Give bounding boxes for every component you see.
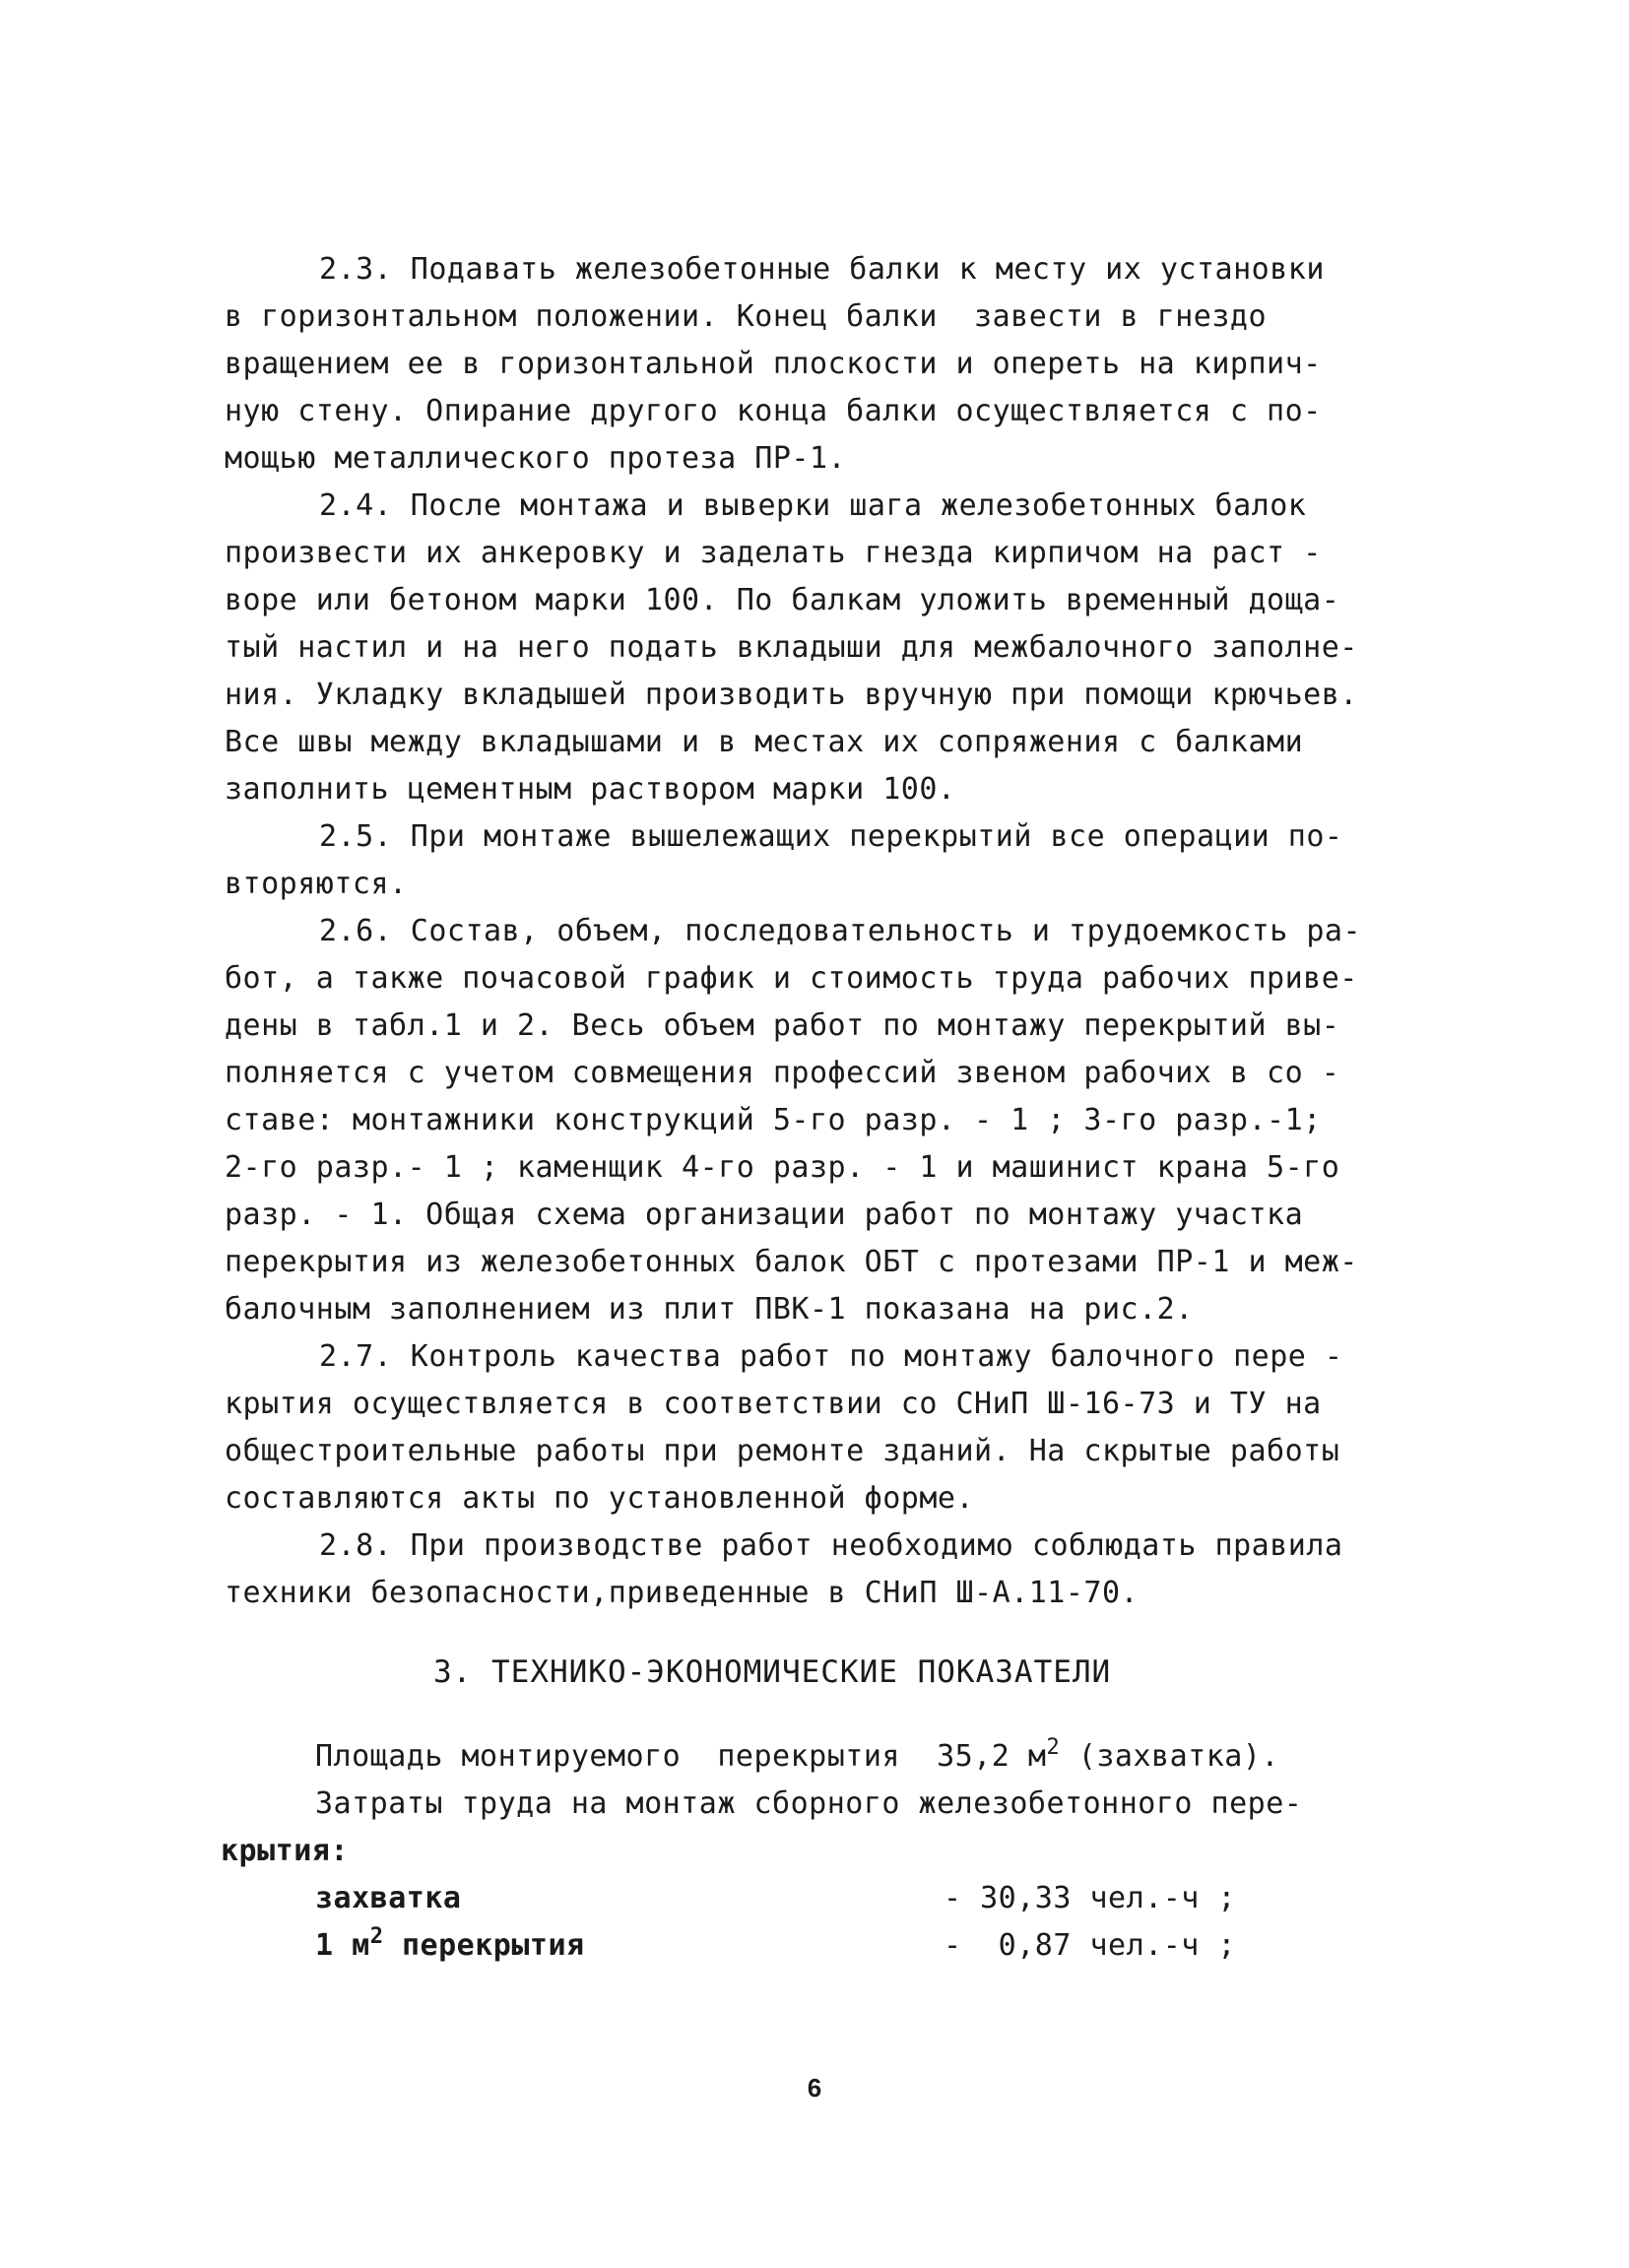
text-line: вторяются.: [225, 867, 408, 901]
text-line: 2.7. Контроль качества работ по монтажу балочного пере -: [319, 1339, 1343, 1374]
text-line: воре или бетоном марки 100. По балкам уложить временный доща-: [225, 583, 1340, 617]
text-line: 2.6. Состав, объем, последовательность и трудоемкость ра-: [319, 914, 1362, 948]
text-line: составляются акты по установленной форме.: [225, 1481, 975, 1516]
text-line: 2.4. После монтажа и выверки шага железобетонных балок: [319, 488, 1307, 523]
text-line: дены в табл.1 и 2. Весь объем работ по монтажу перекрытий вы-: [225, 1008, 1340, 1043]
area-text: Площадь монтируемого перекрытия 35,2 м: [315, 1739, 1047, 1774]
page-number: 6: [807, 2073, 822, 2103]
indicators-block: [221, 1733, 1418, 1970]
text-line: крытия осуществляется в соответствии со СНиП Ш-16-73 и ТУ на: [225, 1387, 1322, 1421]
area-superscript: 2: [1046, 1735, 1061, 1760]
text-line: в горизонтальном положении. Конец балки завести в гнездо: [225, 299, 1268, 334]
section-heading: 3. ТЕХНИКО-ЭКОНОМИЧЕСКИЕ ПОКАЗАТЕЛИ: [433, 1654, 1112, 1690]
text-line: заполнить цементным раствором марки 100.: [225, 772, 956, 807]
area-line: [315, 1733, 1418, 1781]
text-line: разр. - 1. Общая схема организации работ по монтажу участка: [225, 1198, 1304, 1232]
text-line: 2-го разр.- 1 ; каменщик 4-го разр. - 1 и машинист крана 5-го: [225, 1150, 1340, 1185]
text-line: 2.8. При производстве работ необходимо соблюдать правила: [319, 1528, 1343, 1563]
text-line: полняется с учетом совмещения профессий звеном рабочих в со -: [225, 1056, 1340, 1090]
text-line: перекрытия из железобетонных балок ОБТ с протезами ПР-1 и меж-: [225, 1245, 1358, 1279]
indicator-label: [315, 1922, 585, 1970]
indicator-label: захватка: [315, 1881, 462, 1915]
text-line: ния. Укладку вкладышей производить вручную при помощи крючьев.: [225, 678, 1358, 712]
body-text: [225, 246, 1421, 1617]
indicator-value: - 0,87 чел.-ч ;: [944, 1928, 1236, 1963]
indicator-value: - 30,33 чел.-ч ;: [944, 1881, 1236, 1915]
indicator-label-text: 1 м: [315, 1928, 370, 1963]
text-line: мощью металлического протеза ПР-1.: [225, 441, 847, 476]
labor-line: Затраты труда на монтаж сборного железобетонного пере-: [315, 1786, 1303, 1821]
text-line: произвести их анкеровку и заделать гнезда кирпичом на раст -: [225, 536, 1322, 570]
indicator-row: [315, 1875, 1418, 1922]
indicator-row: [315, 1922, 1418, 1970]
indicator-label-superscript: 2: [369, 1924, 384, 1949]
text-line: тый настил и на него подать вкладыши для межбалочного заполне-: [225, 630, 1358, 665]
text-line: техники безопасности,приведенные в СНиП Ш-А.11-70.: [225, 1576, 1140, 1610]
labor-line: крытия:: [221, 1834, 349, 1868]
text-line: вращением ее в горизонтальной плоскости и опереть на кирпич-: [225, 347, 1322, 381]
indicator-label-suffix: перекрытия: [383, 1928, 585, 1963]
text-line: 2.5. При монтаже вышележащих перекрытий все операции по-: [319, 819, 1343, 854]
text-line: 2.3. Подавать железобетонные балки к месту их установки: [319, 252, 1325, 287]
area-suffix: (захватка).: [1060, 1739, 1279, 1774]
text-line: балочным заполнением из плит ПВК-1 показана на рис.2.: [225, 1292, 1194, 1327]
text-line: бот, а также почасовой график и стоимость труда рабочих приве-: [225, 961, 1358, 996]
text-line: общестроительные работы при ремонте зданий. На скрытые работы: [225, 1434, 1340, 1468]
text-line: Все швы между вкладышами и в местах их сопряжения с балками: [225, 725, 1304, 759]
text-line: ную стену. Опирание другого конца балки осуществляется с по-: [225, 394, 1322, 428]
text-line: ставе: монтажники конструкций 5-го разр. - 1 ; 3-го разр.-1;: [225, 1103, 1322, 1137]
